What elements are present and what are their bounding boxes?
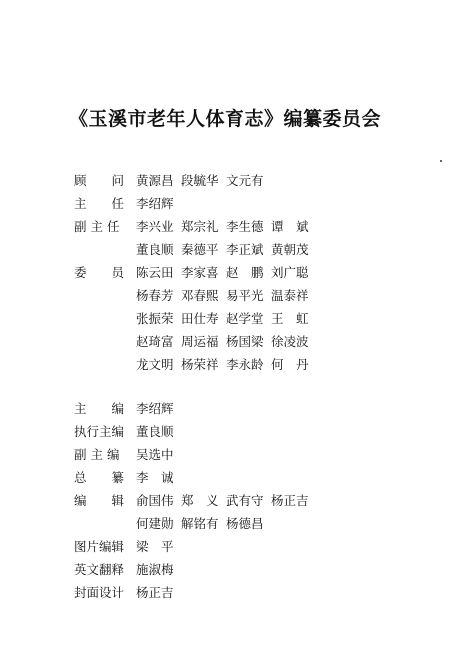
roster-row [74,488,434,511]
role-label: 图片编辑 [74,538,125,554]
roster-row [74,396,434,419]
member-name: 俞国伟 [136,492,174,508]
role-label: 主 任 [74,195,125,211]
member-name: 杨正吉 [136,584,174,600]
member-names [136,537,181,555]
member-name: 杨春芳 [136,287,174,303]
member-name: 黄源昌 [136,172,174,188]
member-name: 郑宗礼 [181,218,219,234]
member-names [136,309,316,327]
member-name: 秦德平 [181,241,219,257]
member-names [136,171,271,189]
role-label: 委 员 [74,264,125,280]
member-names [136,263,316,281]
member-name: 杨国梁 [226,333,264,349]
member-name: 刘广聪 [271,264,309,280]
member-name: 龙文明 [136,356,174,372]
role-label: 英文翻释 [74,561,125,577]
member-names [136,355,316,373]
member-names [136,240,316,258]
member-name: 温泰祥 [271,287,309,303]
member-name: 邓春熙 [181,287,219,303]
member-names [136,422,181,440]
committee-roster [74,168,434,603]
roster-row [74,442,434,465]
member-name: 武有守 [226,492,264,508]
member-names [136,194,181,212]
member-name: 李永龄 [226,356,264,372]
member-name: 董良顺 [136,241,174,257]
member-names [136,560,181,578]
member-name: 张振荣 [136,310,174,326]
role-label: 编 辑 [74,492,125,508]
member-name: 李正斌 [226,241,264,257]
member-names [136,514,271,532]
role-label: 副 主 任 [74,218,120,234]
member-name: 李家喜 [181,264,219,280]
roster-row [74,580,434,603]
member-name: 李绍辉 [136,195,174,211]
member-name: 陈云田 [136,264,174,280]
roster-row [74,214,434,237]
page-title: 《玉溪市老年人体育志》编纂委员会 [68,108,381,130]
member-name: 赵琦富 [136,333,174,349]
member-name: 段毓华 [181,172,219,188]
member-name: 杨德昌 [226,515,264,531]
roster-row [74,168,434,191]
member-names [136,583,181,601]
member-name: 郑 义 [181,492,219,508]
member-names [136,491,316,509]
member-name: 谭 斌 [271,218,309,234]
roster-row [74,352,434,375]
member-name: 黄朝茂 [271,241,309,257]
roster-row [74,260,434,283]
member-names [136,399,181,417]
member-names [136,217,316,235]
member-name: 赵 鹏 [226,264,264,280]
member-name: 李绍辉 [136,400,174,416]
roster-row [74,511,434,534]
member-name: 董良顺 [136,423,174,439]
member-names [136,445,181,463]
member-names [136,332,316,350]
roster-row [74,329,434,352]
roster-row [74,557,434,580]
member-names [136,468,181,486]
scan-speck [440,160,442,162]
roster-row [74,419,434,442]
role-label: 主 编 [74,400,125,416]
member-name: 吴选中 [136,446,174,462]
member-name: 何建勋 [136,515,174,531]
member-name: 杨正吉 [271,492,309,508]
member-name: 文元有 [226,172,264,188]
roster-row [74,306,434,329]
roster-row [74,237,434,260]
member-name: 李生德 [226,218,264,234]
member-name: 梁 平 [136,538,174,554]
member-name: 周运福 [181,333,219,349]
roster-row [74,283,434,306]
roster-row [74,191,434,214]
member-name: 李兴业 [136,218,174,234]
member-names [136,286,316,304]
member-name: 杨荣祥 [181,356,219,372]
member-name: 徐凌波 [271,333,309,349]
roster-row [74,465,434,488]
role-label: 顾 问 [74,172,125,188]
member-name: 赵学堂 [226,310,264,326]
role-label: 执行主编 [74,423,125,439]
member-name: 李 诚 [136,469,174,485]
role-label: 封面设计 [74,584,125,600]
role-label: 总 纂 [74,469,125,485]
member-name: 田仕寿 [181,310,219,326]
member-name: 易平光 [226,287,264,303]
member-name: 何 丹 [271,356,309,372]
role-label: 副 主 编 [74,446,120,462]
member-name: 解铭有 [181,515,219,531]
member-name: 施淑梅 [136,561,174,577]
member-name: 王 虹 [271,310,309,326]
roster-row [74,534,434,557]
